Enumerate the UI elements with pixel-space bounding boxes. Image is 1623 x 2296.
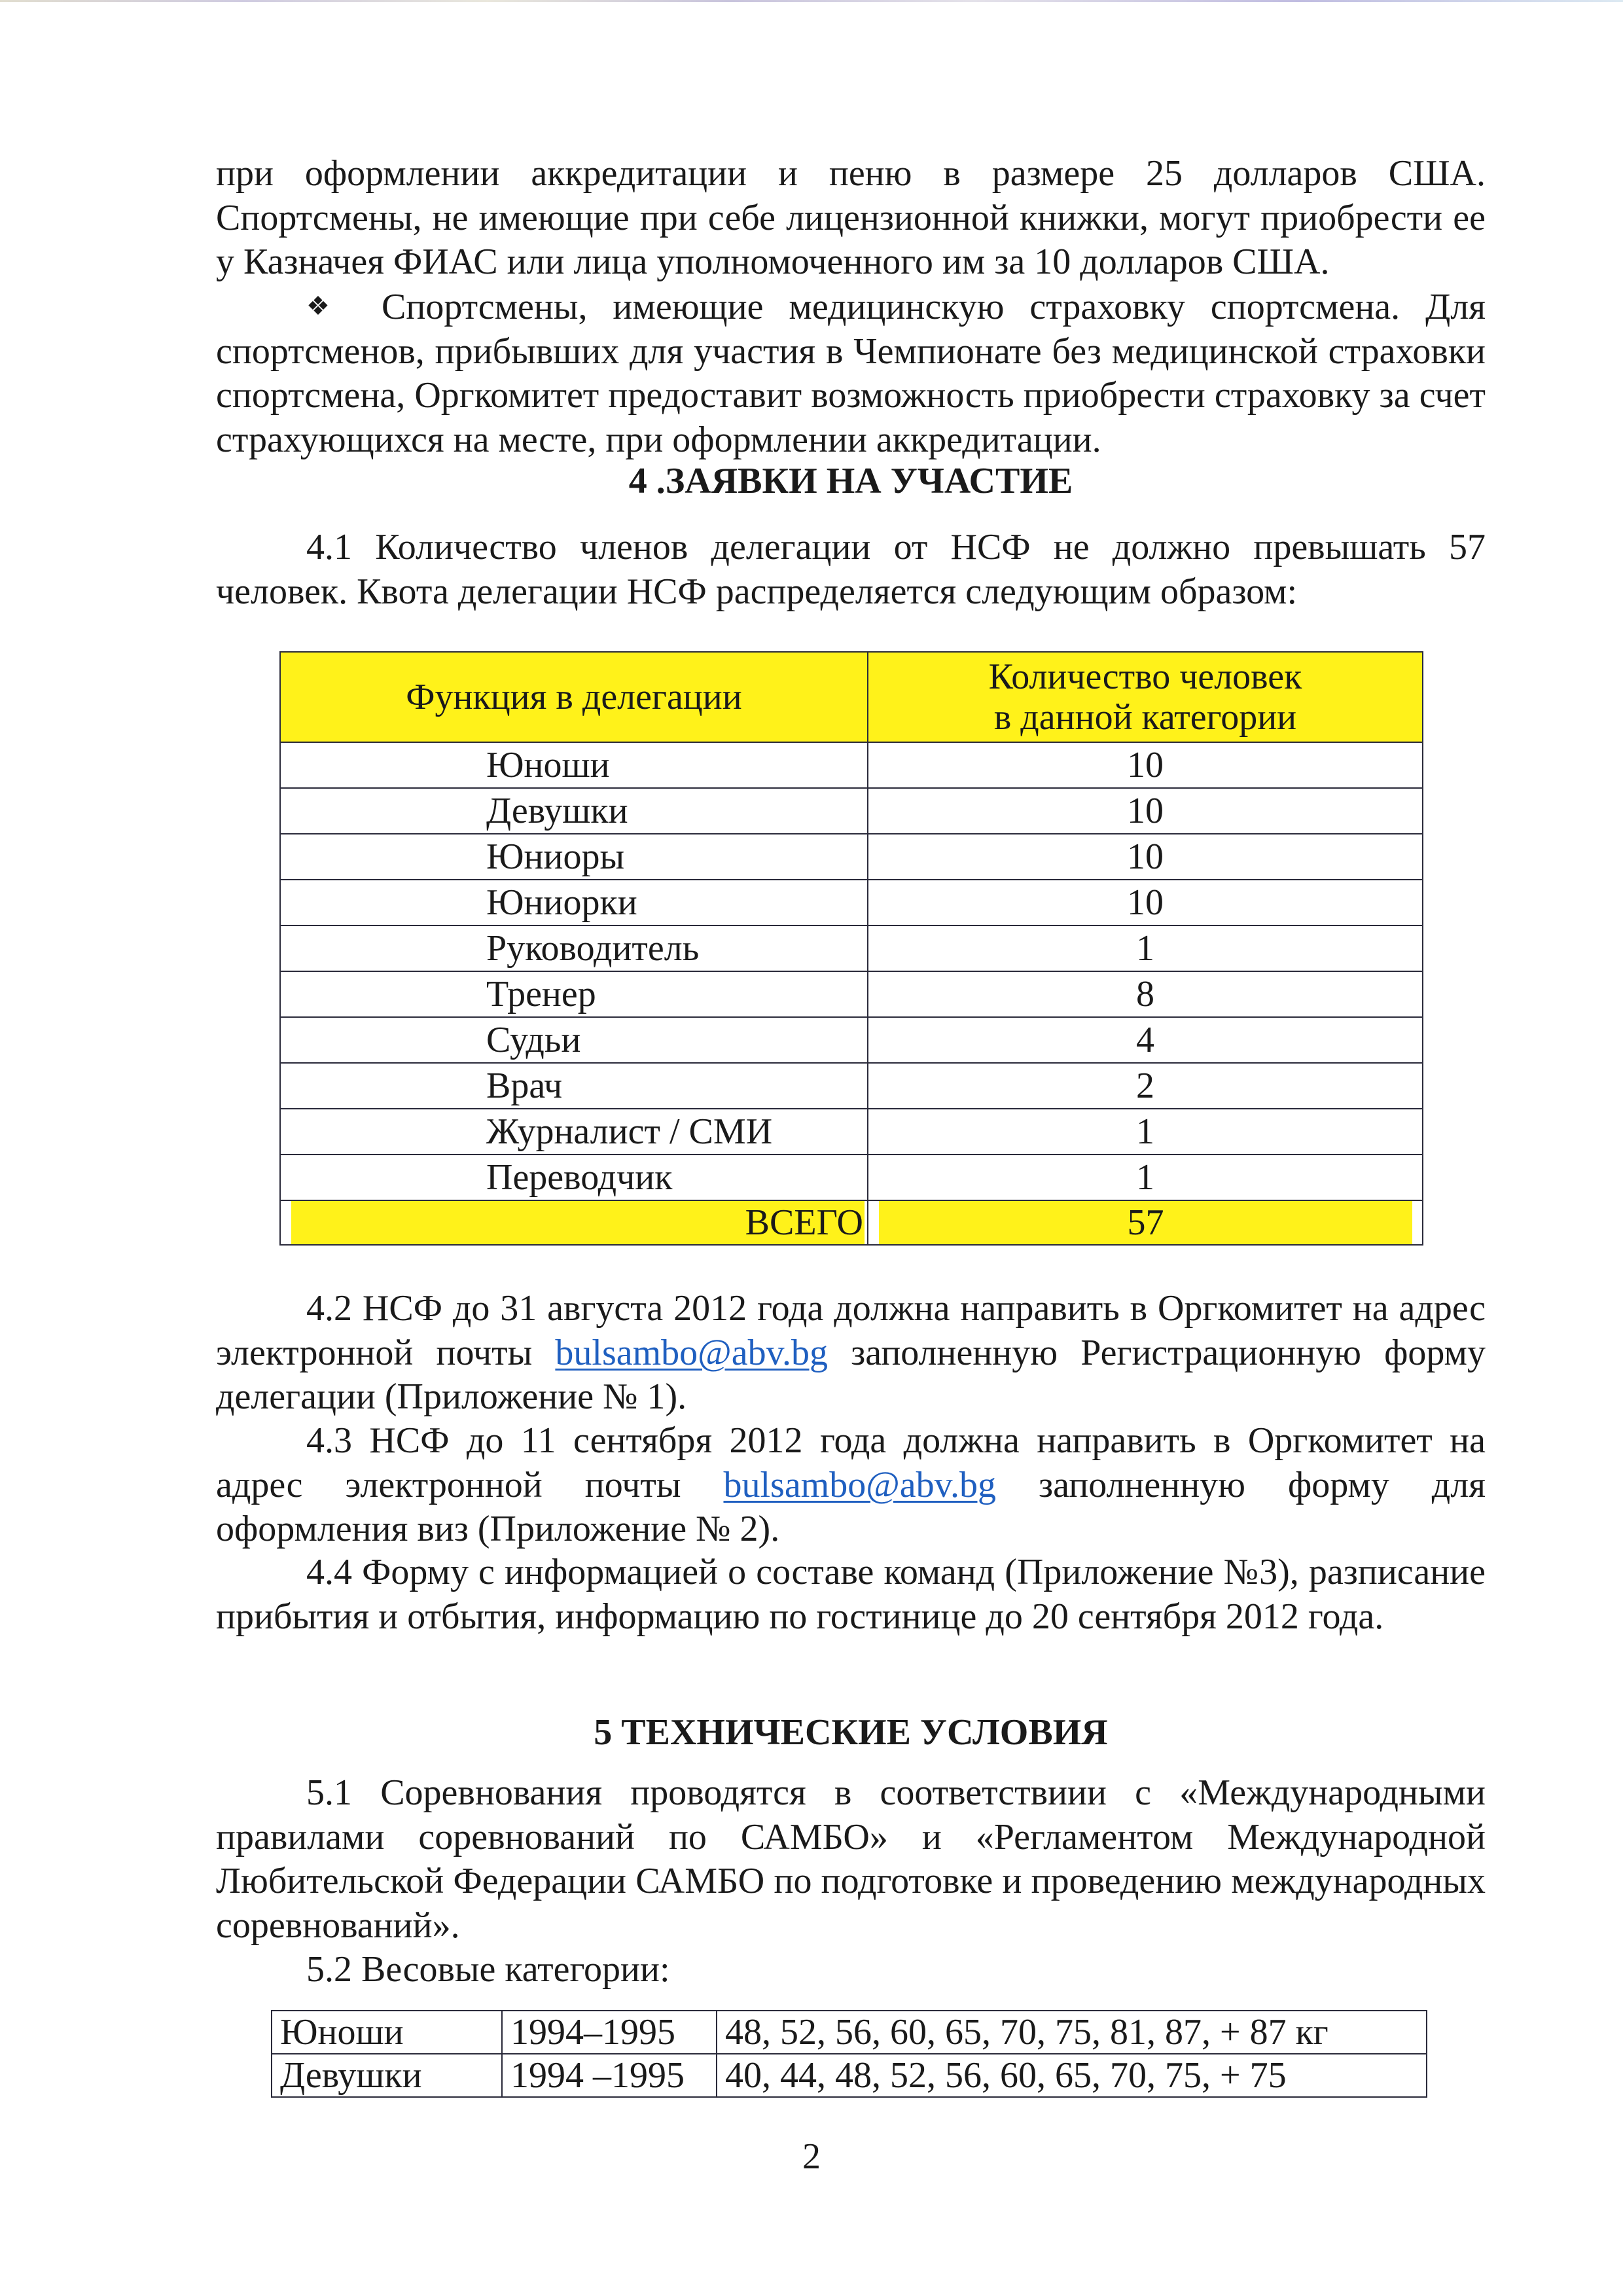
- group-cell: Юноши: [272, 2011, 502, 2054]
- intro-text: при оформлении аккредитации и пеню в размере 25 долларов США. Спортсмены, не имеющие при себе лицензионной книжки, могут приобрести ее у Казначея ФИАС или лица уполномоченного им за 10 долларов США.: [216, 153, 1486, 282]
- function-cell: Тренер: [280, 971, 868, 1017]
- function-cell: Судьи: [280, 1017, 868, 1063]
- total-value: 57: [879, 1201, 1412, 1244]
- count-cell: 10: [868, 834, 1423, 880]
- table-header-row: [280, 652, 1423, 742]
- email-link-registration[interactable]: bulsambo@abv.bg: [555, 1332, 828, 1373]
- header-function: Функция в делегации: [280, 652, 868, 742]
- function-cell: Девушки: [280, 788, 868, 834]
- header-count-line2: в данной категории: [993, 697, 1297, 738]
- scan-artifact-line: [0, 0, 1623, 2]
- delegation-quota-table: [279, 651, 1423, 1246]
- table-row: [280, 1017, 1423, 1063]
- table-row: [280, 1109, 1423, 1155]
- table-row: [272, 2054, 1427, 2097]
- header-count: [868, 652, 1423, 742]
- paragraph-4-1-text: 4.1 Количество членов делегации от НСФ не должно превышать 57 человек. Квота делегации НСФ распределяется следующим образом:: [216, 527, 1486, 612]
- header-count-line1: Количество человек: [988, 656, 1302, 697]
- paragraph-5-2: [216, 1948, 1486, 1992]
- paragraph-4-4-text: 4.4 Форму с информацией о составе команд (Приложение №3), разписание прибытия и отбытия, информацию по гостинице до 20 сентября 2012 года.: [216, 1552, 1486, 1637]
- paragraph-4-2-text-post: заполненную Регистрационную форму делегации (Приложение № 1).: [216, 1332, 1486, 1417]
- table-row: [280, 880, 1423, 925]
- page-number: 2: [802, 2136, 821, 2177]
- paragraph-4-2-text-pre: 4.2 НСФ до 31 августа 2012 года должна направить в Оргкомитет на адрес электронной почты: [216, 1288, 1486, 1373]
- total-label-cell: [280, 1200, 868, 1245]
- table-row: [280, 1063, 1423, 1109]
- function-cell: Юниоры: [280, 834, 868, 880]
- paragraph-4-3-text-pre: 4.3 НСФ до 11 сентября 2012 года должна направить в Оргкомитет на адрес электронной почты: [216, 1420, 1486, 1505]
- section-4-heading: 4 .ЗАЯВКИ НА УЧАСТИЕ: [628, 461, 1073, 501]
- table-row: [280, 1155, 1423, 1200]
- weight-categories-table: [271, 2010, 1427, 2098]
- function-cell: Юноши: [280, 742, 868, 788]
- email-link-visa[interactable]: bulsambo@abv.bg: [723, 1464, 997, 1505]
- count-cell: 4: [868, 1017, 1423, 1063]
- categories-cell: 40, 44, 48, 52, 56, 60, 65, 70, 75, + 75: [717, 2054, 1427, 2097]
- count-cell: 1: [868, 925, 1423, 971]
- paragraph-5-2-text: 5.2 Весовые категории:: [306, 1949, 670, 1990]
- diamond-bullet-icon: ❖: [306, 291, 330, 321]
- insurance-bullet-paragraph: [216, 284, 1486, 462]
- paragraph-5-1: [216, 1771, 1486, 1948]
- group-cell: Девушки: [272, 2054, 502, 2097]
- total-label: ВСЕГО: [291, 1201, 865, 1244]
- function-cell: Врач: [280, 1063, 868, 1109]
- paragraph-5-1-text: 5.1 Соревнования проводятся в соответствиии с «Международными правилами соревнований по САМБО» и «Регламентом Международной Любительской Федерации САМБО по подготовке и проведению международных соревнований».: [216, 1772, 1486, 1946]
- paragraph-4-3: [216, 1419, 1486, 1552]
- table-row: [280, 925, 1423, 971]
- categories-cell: 48, 52, 56, 60, 65, 70, 75, 81, 87, + 87 кг: [717, 2011, 1427, 2054]
- count-cell: 10: [868, 880, 1423, 925]
- table-row: [272, 2011, 1427, 2054]
- function-cell: Руководитель: [280, 925, 868, 971]
- table-row: [280, 742, 1423, 788]
- function-cell: Юниорки: [280, 880, 868, 925]
- count-cell: 1: [868, 1109, 1423, 1155]
- total-value-cell: [868, 1200, 1423, 1245]
- count-cell: 1: [868, 1155, 1423, 1200]
- count-cell: 10: [868, 788, 1423, 834]
- table-row: [280, 788, 1423, 834]
- paragraph-4-1: [216, 526, 1486, 614]
- paragraph-4-4: [216, 1551, 1486, 1639]
- paragraph-4-2: [216, 1287, 1486, 1420]
- table-row: [280, 971, 1423, 1017]
- count-cell: 8: [868, 971, 1423, 1017]
- count-cell: 10: [868, 742, 1423, 788]
- count-cell: 2: [868, 1063, 1423, 1109]
- paragraph-4-3-text-post: заполненную форму для оформления виз (Приложение № 2).: [216, 1464, 1486, 1549]
- table-row: [280, 834, 1423, 880]
- section-5-heading: 5 ТЕХНИЧЕСКИЕ УСЛОВИЯ: [594, 1712, 1108, 1753]
- years-cell: 1994–1995: [502, 2011, 717, 2054]
- function-cell: Переводчик: [280, 1155, 868, 1200]
- total-row: [280, 1200, 1423, 1245]
- intro-paragraph: [216, 152, 1486, 285]
- years-cell: 1994 –1995: [502, 2054, 717, 2097]
- function-cell: Журналист / СМИ: [280, 1109, 868, 1155]
- bullet-text: Спортсмены, имеющие медицинскую страховку спортсмена. Для спортсменов, прибывших для участия в Чемпионате без медицинской страховки спортсмена, Оргкомитет предоставит возможность приобрести страховку за счет страхующихся на месте, при оформлении аккредитации.: [216, 287, 1486, 460]
